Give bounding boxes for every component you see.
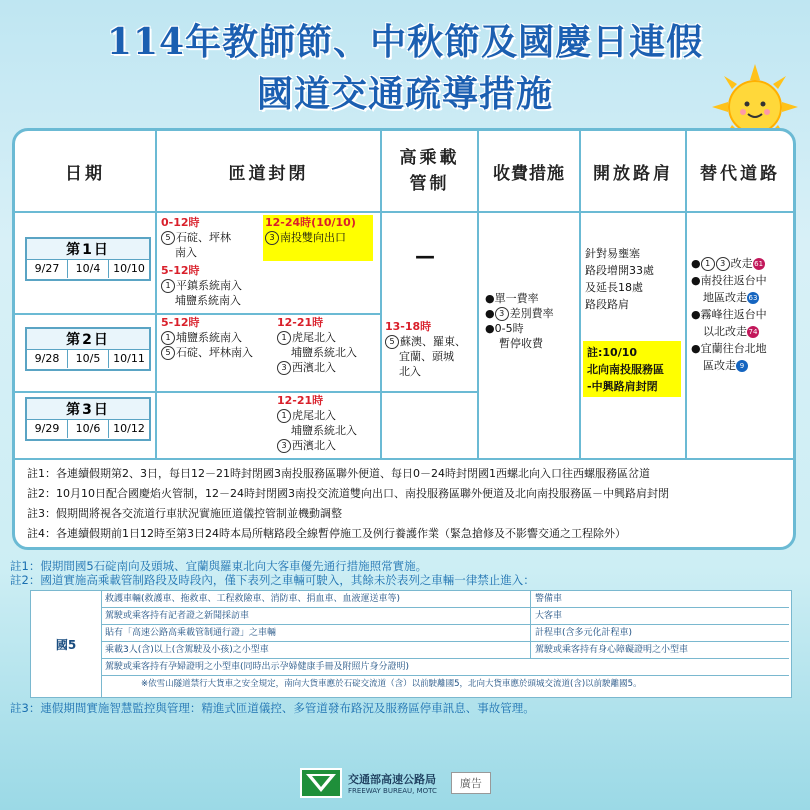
day-2-date: 9/28 xyxy=(27,350,68,368)
header-toll: 收費措施 xyxy=(493,163,565,184)
day-3-box xyxy=(25,397,151,441)
day-3-date: 10/12 xyxy=(113,422,145,435)
ramp-d3-time: 12-21時 xyxy=(277,394,324,407)
route-5-icon: 5 xyxy=(161,231,175,245)
title-line-1: 114年教師節、中秋節及國慶日連假 xyxy=(106,21,704,63)
ramp-d2a-time: 5-12時 xyxy=(161,316,200,329)
ramp-d2a-l1: 埔鹽系統南入 xyxy=(176,331,242,344)
shoulder-l2: 路段增開33處 xyxy=(585,264,654,277)
ramp-d3-l3: 西濱北入 xyxy=(292,439,336,452)
vehicle-cell: 駕駛或乘客持有身心障礙證明之小型車 xyxy=(531,642,789,659)
day-1-date: 9/27 xyxy=(27,260,68,278)
vehicle-cell: 駕駛或乘客持有孕婦證明之小型車(同時出示孕婦健康手冊及附照片身分證明) xyxy=(101,659,789,676)
vehicle-cell: ※依雪山隧道禁行大貨車之安全規定，南向大貨車應於石碇交流道（含）以前駛離國5，北向大貨車應於頭城交流道(含)以前駛離國5。 xyxy=(141,679,642,689)
vehicle-cell: 救護車輛(救護車、拖救車、工程救險車、消防車、捐血車、血液運送車等) xyxy=(101,591,531,608)
ramp-d1b-l1: 平鎮系統南入 xyxy=(176,279,242,292)
org-name-en: FREEWAY BUREAU, MOTC xyxy=(348,787,437,795)
ramp-d1a-l1: 石碇、坪林 xyxy=(176,231,231,244)
shoulder-l4: 路段路肩 xyxy=(585,298,629,311)
alt-l3a: ●霧峰往返台中 xyxy=(691,308,767,321)
route-3-icon: 3 xyxy=(277,361,291,375)
hov-note-2: 註2：國道實施高乘載管制路段及時段內，僅下表列之車輛可駛入，其餘未於表列之車輛一律禁止進入： xyxy=(10,573,535,587)
measures-panel xyxy=(12,128,796,550)
toll-l3: ●0-5時 xyxy=(485,322,524,335)
hov-note-3: 註3：連假期間實施智慧監控與管理：精進式匝道儀控、多管道發布路況及服務區停車訊息、事故管理。 xyxy=(10,701,535,715)
header-date: 日期 xyxy=(65,163,105,184)
ramp-d2b-l2: 埔鹽系統北入 xyxy=(291,346,357,359)
day-3-date: 9/29 xyxy=(27,420,68,438)
route-74-icon: 74 xyxy=(748,328,758,336)
route-5-icon: 5 xyxy=(385,335,399,349)
day-3-date: 10/6 xyxy=(68,420,109,438)
ramp-d1c-l1: 南投雙向出口 xyxy=(280,231,346,244)
route-9-icon: 9 xyxy=(736,360,748,372)
hov-d1: — xyxy=(415,244,435,268)
measures-table: 日期 匝道封閉 高乘載 管制 收費措施 開放路肩 替代道路 第1日 9/27 10/4 10/10 第2日 9/28 10/5 10/11 第3日 9/29 10/6 10/12 0-12時 5 石碇、坪林 南入 12-24時(10/10) 3 南投雙向出口 5-12時 1 平鎮系統南入 埔鹽系統南入 5-12時 1 埔鹽系統南入 5 石碇、坪林南入 12-21時 1 虎尾北入 埔鹽系統北入 3 西濱北入 12-21時 1 虎尾北入 埔鹽系統北入 3 西濱北入 — 13-18時 5 蘇澳、羅東、 宜蘭、頭城 北入 ●單一費率 ● 3 差別費率 ●0-5時 暫停收費 針對易壅塞 路段增開33處 及延長18處 路段路肩 註:10/10 北向南投服務區 -中興路肩封閉 ● 1 3 改走 61 ●南投往返台中 地區改走 63 ●霧峰往返台中 以北改走 74 ●宜蘭往台北地 區改走 9 xyxy=(15,131,793,459)
day-1-date: 10/4 xyxy=(68,260,109,278)
alt-l4b: 區改走 xyxy=(703,359,736,372)
alt-l2a: ●南投往返台中 xyxy=(691,274,767,287)
day-2-date: 10/11 xyxy=(113,352,145,365)
footer xyxy=(300,768,491,798)
alt-l4a: ●宜蘭往台北地 xyxy=(691,342,767,355)
route-3-icon: 3 xyxy=(716,257,730,271)
day-1-name: 第1日 xyxy=(27,239,149,260)
toll-l1: ●單一費率 xyxy=(485,292,539,305)
day-2-date: 10/5 xyxy=(68,350,109,368)
ramp-d2a-l2: 石碇、坪林南入 xyxy=(176,346,253,359)
route-63-icon: 63 xyxy=(748,294,758,302)
hov-d2-time: 13-18時 xyxy=(385,320,432,333)
vehicle-cell: 貼有「高速公路高乘載管制通行證」之車輛 xyxy=(101,625,531,642)
org-name-zh: 交通部高速公路局 xyxy=(348,773,436,786)
vehicle-cell: 大客車 xyxy=(531,608,789,625)
day-2-name: 第2日 xyxy=(27,329,149,350)
day-2-box xyxy=(25,327,151,371)
ramp-d2b-l3: 西濱北入 xyxy=(292,361,336,374)
shoulder-h3: -中興路肩封閉 xyxy=(587,380,658,393)
note-2: 註2：10月10日配合國慶焰火管制，12－24時封閉國3南投交流道雙向出口、南投服務區聯外便道及北向南投服務區－中興路肩封閉 xyxy=(27,487,669,500)
hov-d2-l2: 宜蘭、頭城 xyxy=(399,350,454,363)
shoulder-l1: 針對易壅塞 xyxy=(585,247,640,260)
route-1-icon: 1 xyxy=(161,331,175,345)
note-1: 註1：各連續假期第2、3日，每日12－21時封閉國3南投服務區聯外便道、每日0－24時封閉國1西螺北向入口往西螺服務區岔道 xyxy=(27,467,650,480)
header-hov: 高乘載 管制 xyxy=(399,148,460,194)
hov-d2-l1: 蘇澳、羅東、 xyxy=(400,335,466,348)
route-61-icon: 61 xyxy=(754,260,764,268)
header-ramp: 匝道封閉 xyxy=(228,163,309,184)
hov-d2-l3: 北入 xyxy=(399,365,421,378)
toll-l4: 暫停收費 xyxy=(499,337,543,350)
ramp-d2b-time: 12-21時 xyxy=(277,316,324,329)
route-3-icon: 3 xyxy=(495,307,509,321)
freeway-bureau-logo xyxy=(300,768,342,798)
title-line-2: 國道交通疏導措施 xyxy=(256,73,553,115)
vehicle-table xyxy=(30,590,792,698)
shoulder-l3: 及延長18處 xyxy=(585,281,643,294)
route-1-icon: 1 xyxy=(701,257,715,271)
vehicle-cell: 駕駛或乘客持有記者證之新聞採訪車 xyxy=(101,608,531,625)
toll-l2: 差別費率 xyxy=(509,307,554,320)
vehicle-table-road: 國5 xyxy=(31,591,102,697)
route-3-icon: 3 xyxy=(277,439,291,453)
ramp-d1a-l2: 南入 xyxy=(175,246,197,259)
alt-l3b: 以北改走 xyxy=(703,325,747,338)
day-1-box xyxy=(25,237,151,281)
route-5-icon: 5 xyxy=(161,346,175,360)
route-1-icon: 1 xyxy=(277,409,291,423)
ramp-d3-l1: 虎尾北入 xyxy=(292,409,336,422)
ramp-d1c-time: 12-24時(10/10) xyxy=(265,216,356,229)
note-4: 註4：各連續假期前1日12時至第3日24時本局所轄路段全線暫停施工及例行養護作業（緊急搶修及不影響交通之工程除外） xyxy=(27,527,626,540)
ramp-d1a-time: 0-12時 xyxy=(161,216,200,229)
route-1-icon: 1 xyxy=(277,331,291,345)
day-1-date: 10/10 xyxy=(113,262,145,275)
vehicle-cell: 乘載3人(含)以上(含駕駛及小孩)之小型車 xyxy=(101,642,531,659)
day-3-name: 第3日 xyxy=(27,399,149,420)
vehicle-cell: 警備車 xyxy=(531,591,789,608)
shoulder-h1: 註:10/10 xyxy=(587,346,638,359)
route-1-icon: 1 xyxy=(161,279,175,293)
alt-l2b: 地區改走 xyxy=(703,291,747,304)
vehicle-cell: 計程車(含多元化計程車) xyxy=(531,625,789,642)
header-alt: 替代道路 xyxy=(700,163,780,184)
ramp-d1b-time: 5-12時 xyxy=(161,264,200,277)
header-shoulder: 開放路肩 xyxy=(593,163,673,184)
ad-label: 廣告 xyxy=(451,772,491,794)
alt-l1: 改走 xyxy=(730,257,753,270)
route-3-icon: 3 xyxy=(265,231,279,245)
hov-note-1: 註1：假期間國5石碇南向及頭城、宜蘭與羅東北向大客車優先通行措施照常實施。 xyxy=(10,559,428,573)
note-3: 註3：假期間將視各交流道行車狀況實施匝道儀控管制並機動調整 xyxy=(27,507,342,520)
ramp-d2b-l1: 虎尾北入 xyxy=(292,331,336,344)
shoulder-h2: 北向南投服務區 xyxy=(587,363,664,376)
ramp-d3-l2: 埔鹽系統北入 xyxy=(291,424,357,437)
ramp-d1b-l2: 埔鹽系統南入 xyxy=(175,294,241,307)
